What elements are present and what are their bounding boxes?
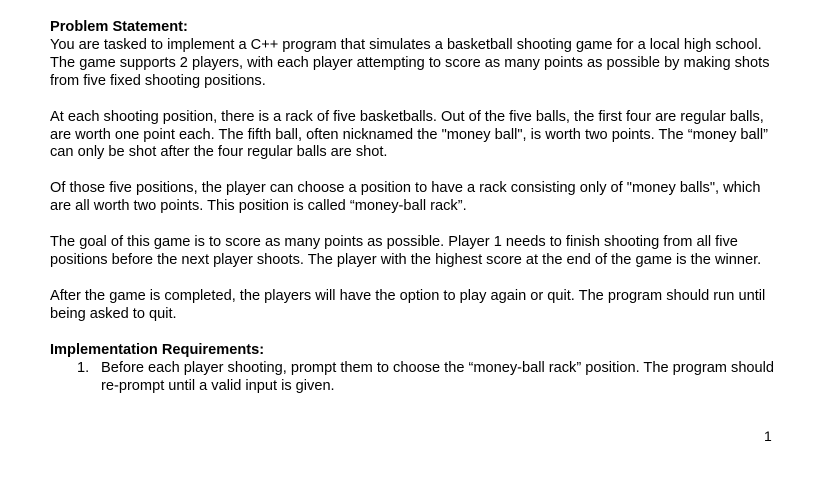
paragraph-shooting-positions: At each shooting position, there is a rack of five basketballs. Out of the five balls, the first four are regular balls, are worth one point each. The fifth ball, often nicknamed the "money ball", is worth two points. The “money ball” can only be shot after the four regular balls are shot. (50, 108, 769, 161)
implementation-requirements-heading: Implementation Requirements: (50, 341, 265, 358)
requirement-number: 1. (77, 359, 90, 376)
document-body (50, 19, 780, 396)
page-number: 1 (764, 428, 772, 444)
requirement-item (50, 360, 780, 396)
paragraph-goal: The goal of this game is to score as many points as possible. Player 1 needs to finish shooting from all five positions before the next player shoots. The player with the highest score at the end of the game is the winner. (50, 234, 762, 269)
requirement-text: Before each player shooting, prompt them to choose the “money-ball rack” position. The program should re-prompt until a valid input is given. (101, 359, 775, 394)
problem-statement-heading: Problem Statement: (50, 19, 188, 35)
requirements-list (50, 360, 780, 396)
paragraph-play-again: After the game is completed, the players will have the option to play again or quit. The program should run until being asked to quit. (50, 287, 766, 322)
paragraph-intro: You are tasked to implement a C++ program that simulates a basketball shooting game for a local high school. The game supports 2 players, with each player attempting to score as many points as possible by making shots from five fixed shooting positions. (50, 36, 770, 89)
paragraph-money-ball-rack: Of those five positions, the player can choose a position to have a rack consisting only of "money balls", which are all worth two points. This position is called “money-ball rack”. (50, 180, 761, 215)
